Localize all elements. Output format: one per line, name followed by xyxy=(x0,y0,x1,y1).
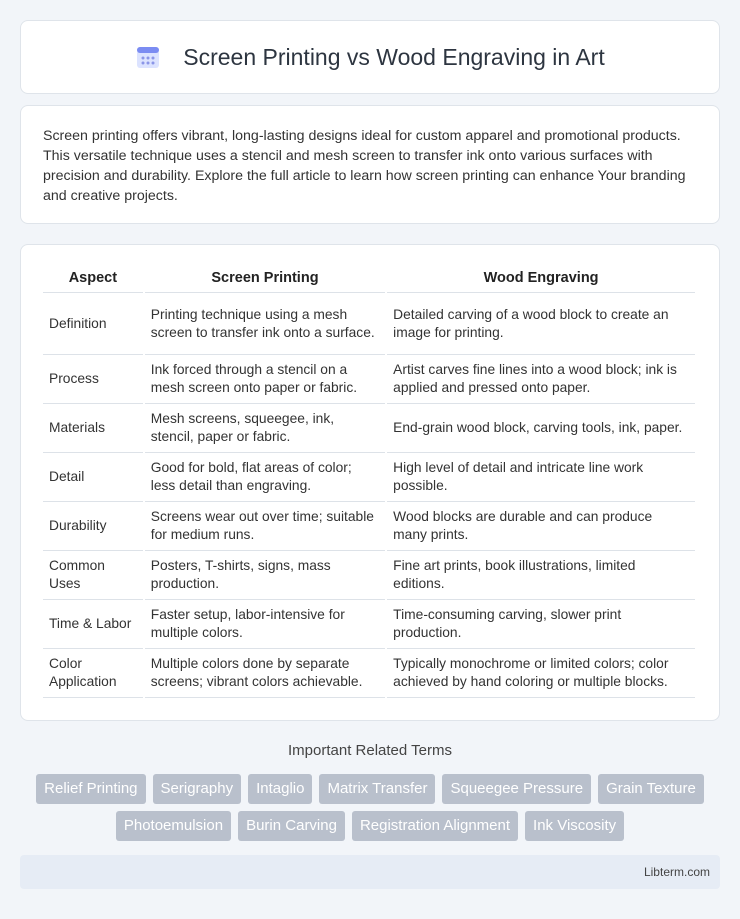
wood-engraving-cell: Typically monochrome or limited colors; color achieved by hand coloring or multiple blocks. xyxy=(387,649,695,698)
term-chip[interactable]: Matrix Transfer xyxy=(319,774,435,804)
aspect-cell: Common Uses xyxy=(43,551,143,600)
table-row xyxy=(43,551,695,600)
wood-engraving-cell: Artist carves fine lines into a wood block; ink is applied and pressed onto paper. xyxy=(387,355,695,404)
wood-engraving-cell: End-grain wood block, carving tools, ink, paper. xyxy=(387,404,695,453)
related-terms-title: Important Related Terms xyxy=(288,742,452,759)
table-row xyxy=(43,453,695,502)
term-chip[interactable]: Registration Alignment xyxy=(352,811,518,841)
table-header-row xyxy=(43,265,695,293)
term-chip[interactable]: Relief Printing xyxy=(36,774,145,804)
aspect-cell: Durability xyxy=(43,502,143,551)
wood-engraving-cell: High level of detail and intricate line work possible. xyxy=(387,453,695,502)
column-header-aspect: Aspect xyxy=(43,265,143,293)
table-row xyxy=(43,502,695,551)
screen-printing-cell: Posters, T-shirts, signs, mass production. xyxy=(145,551,385,600)
wood-engraving-cell: Time-consuming carving, slower print production. xyxy=(387,600,695,649)
related-terms-list xyxy=(20,774,720,841)
aspect-cell: Materials xyxy=(43,404,143,453)
table-row xyxy=(43,600,695,649)
footer-site-link[interactable]: Libterm.com xyxy=(643,865,710,879)
aspect-cell: Color Application xyxy=(43,649,143,698)
wood-engraving-cell: Detailed carving of a wood block to create an image for printing. xyxy=(387,293,695,355)
comparison-table xyxy=(41,265,697,698)
table-row xyxy=(43,355,695,404)
term-chip[interactable]: Squeegee Pressure xyxy=(442,774,591,804)
screen-printing-cell: Faster setup, labor-intensive for multiple colors. xyxy=(145,600,385,649)
screen-printing-cell: Multiple colors done by separate screens; vibrant colors achievable. xyxy=(145,649,385,698)
wood-engraving-cell: Fine art prints, book illustrations, limited editions. xyxy=(387,551,695,600)
table-row xyxy=(43,649,695,698)
comparison-card xyxy=(20,244,720,721)
aspect-cell: Detail xyxy=(43,453,143,502)
header-card xyxy=(20,20,720,94)
term-chip[interactable]: Grain Texture xyxy=(598,774,704,804)
aspect-cell: Definition xyxy=(43,293,143,355)
term-chip[interactable]: Photoemulsion xyxy=(116,811,231,841)
wood-engraving-cell: Wood blocks are durable and can produce many prints. xyxy=(387,502,695,551)
column-header-screen-printing: Screen Printing xyxy=(145,265,385,293)
related-terms-section xyxy=(20,742,720,841)
screen-printing-cell: Mesh screens, squeegee, ink, stencil, paper or fabric. xyxy=(145,404,385,453)
table-row xyxy=(43,404,695,453)
term-chip[interactable]: Burin Carving xyxy=(238,811,345,841)
intro-card xyxy=(20,105,720,224)
table-row xyxy=(43,293,695,355)
calendar-icon xyxy=(135,44,161,70)
screen-printing-cell: Ink forced through a stencil on a mesh screen onto paper or fabric. xyxy=(145,355,385,404)
aspect-cell: Process xyxy=(43,355,143,404)
footer xyxy=(20,855,720,889)
intro-text: Screen printing offers vibrant, long-lasting designs ideal for custom apparel and promotional products. This versatile technique uses a stencil and mesh screen to transfer ink onto various surfaces with precision and durability. Explore the full article to learn how screen printing can enhance Your branding and creative projects. xyxy=(43,128,686,204)
screen-printing-cell: Printing technique using a mesh screen to transfer ink onto a surface. xyxy=(145,293,385,355)
term-chip[interactable]: Ink Viscosity xyxy=(525,811,624,841)
screen-printing-cell: Good for bold, flat areas of color; less detail than engraving. xyxy=(145,453,385,502)
aspect-cell: Time & Labor xyxy=(43,600,143,649)
term-chip[interactable]: Intaglio xyxy=(248,774,312,804)
page-title: Screen Printing vs Wood Engraving in Art xyxy=(183,43,605,70)
column-header-wood-engraving: Wood Engraving xyxy=(387,265,695,293)
term-chip[interactable]: Serigraphy xyxy=(153,774,242,804)
screen-printing-cell: Screens wear out over time; suitable for medium runs. xyxy=(145,502,385,551)
